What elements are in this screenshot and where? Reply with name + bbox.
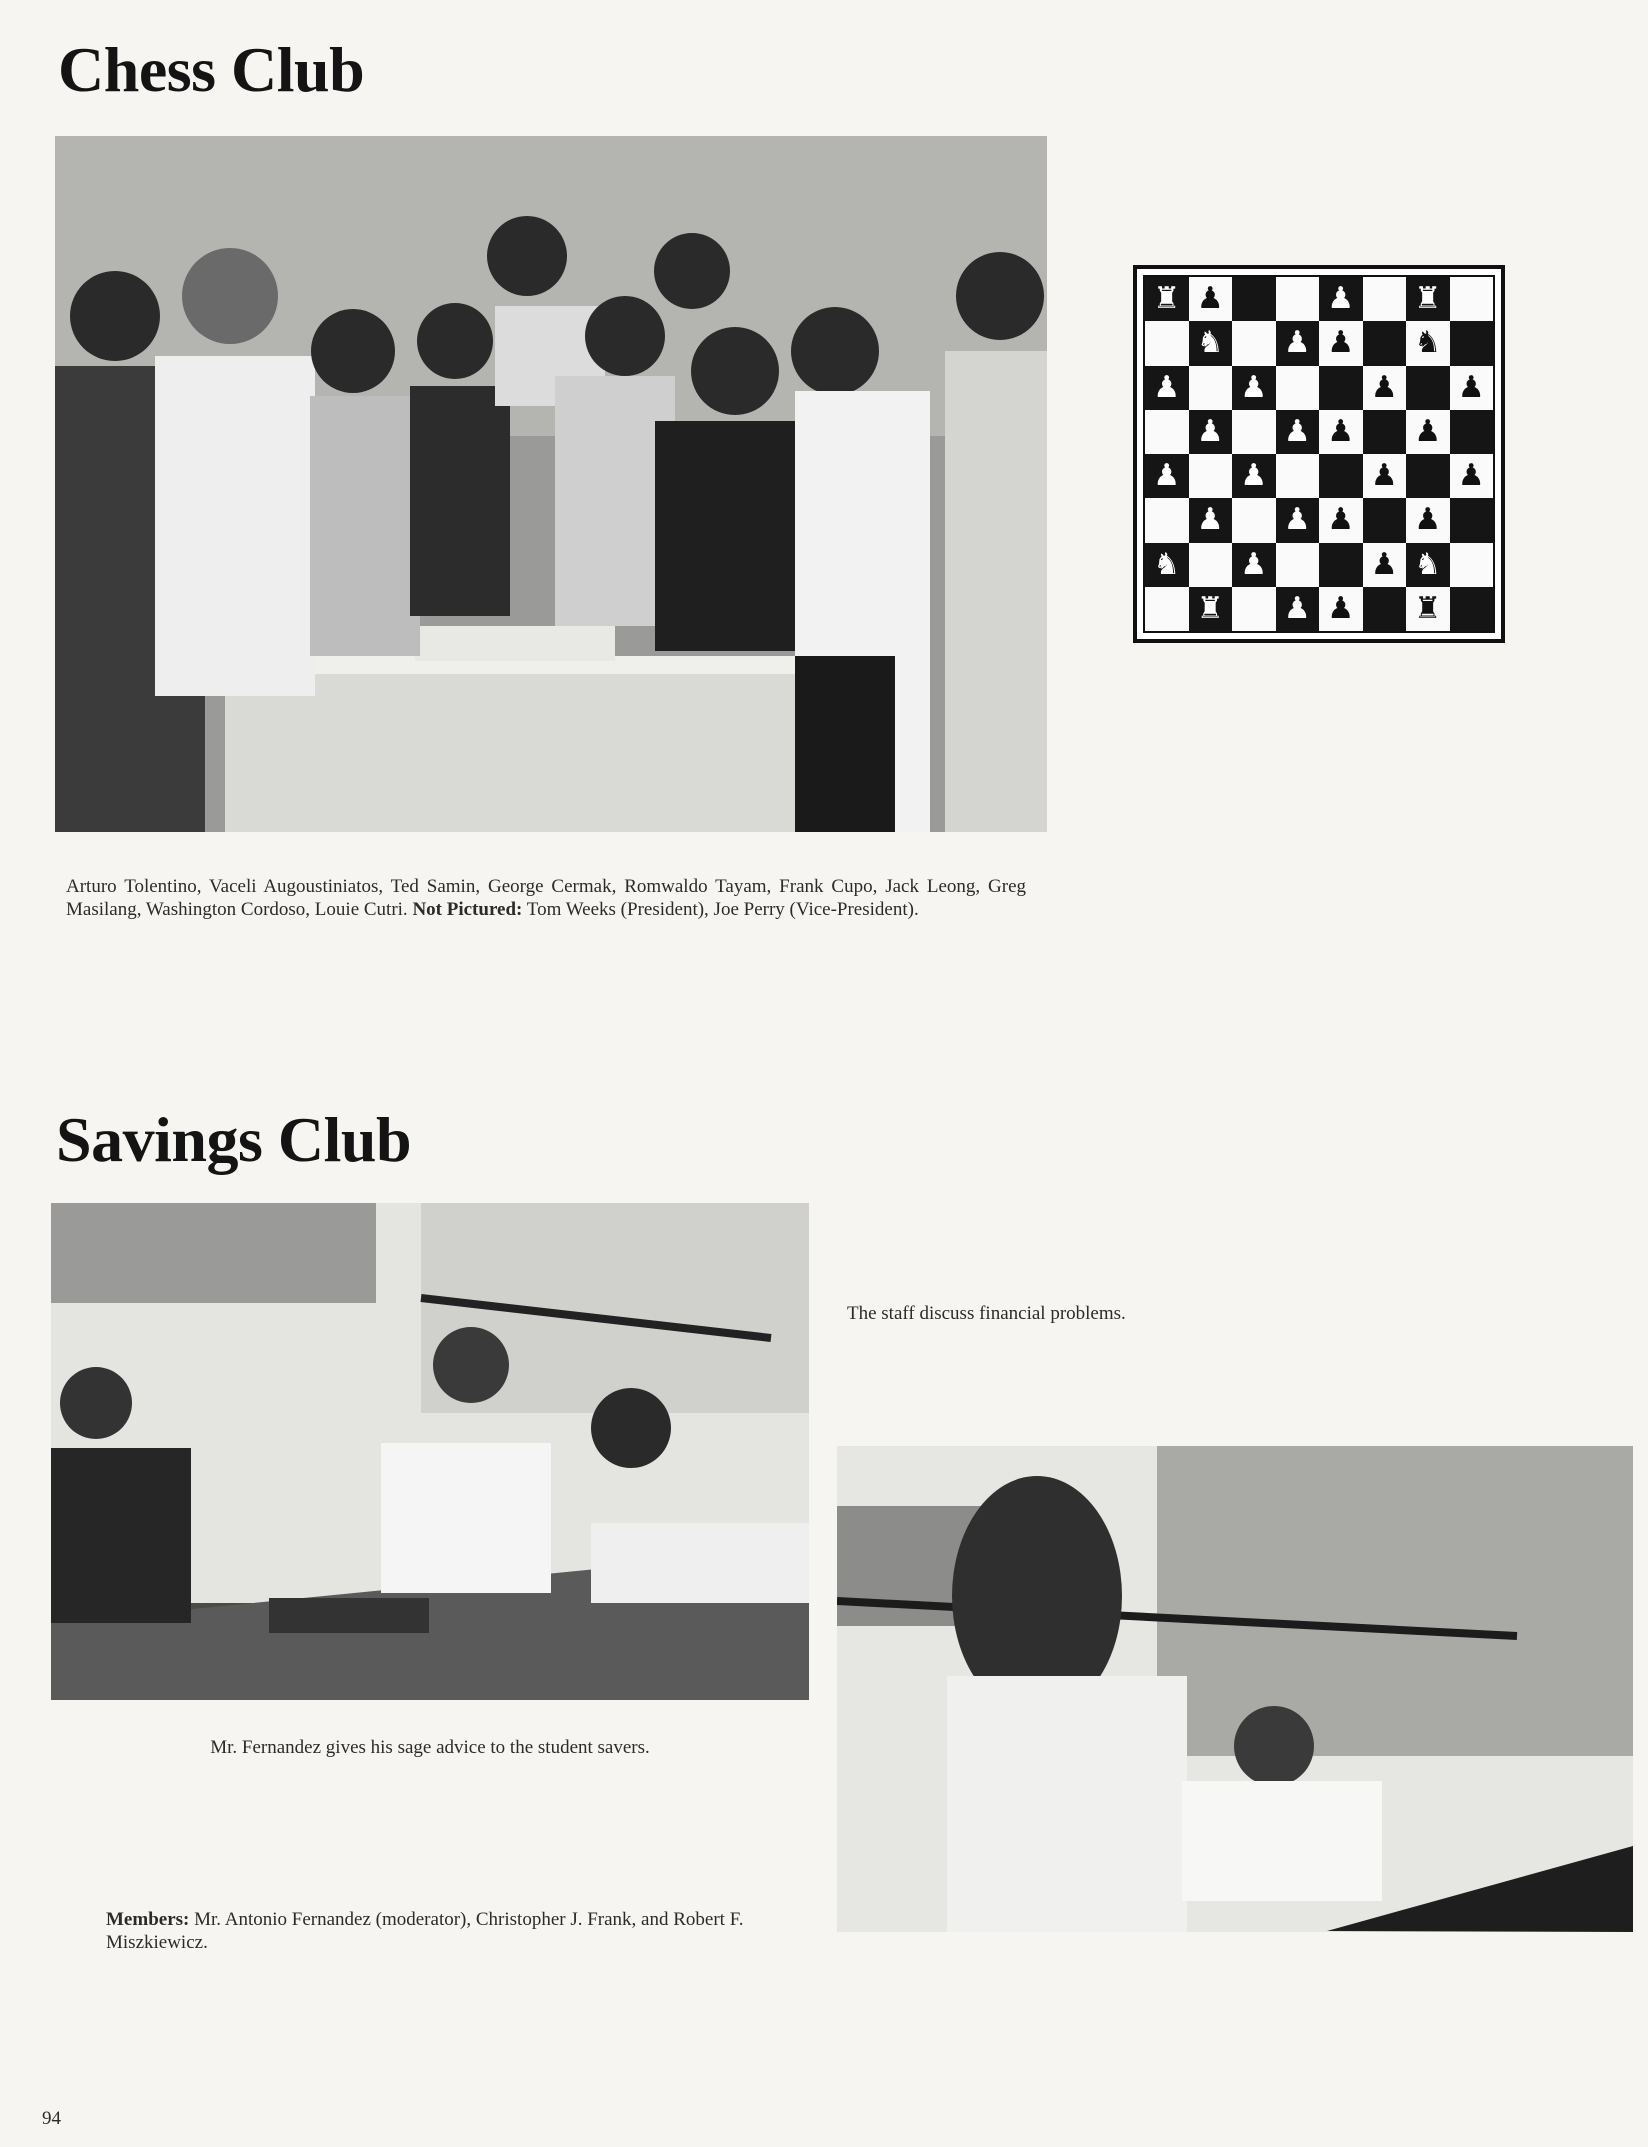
chess-square: ♟ bbox=[1450, 454, 1494, 498]
chess-square: ♜ bbox=[1189, 587, 1233, 631]
chess-square: ♟ bbox=[1319, 277, 1363, 321]
chess-square bbox=[1450, 410, 1494, 454]
chess-square: ♟ bbox=[1406, 410, 1450, 454]
chess-square: ♟ bbox=[1145, 454, 1189, 498]
chess-square: ♜ bbox=[1406, 587, 1450, 631]
chess-square bbox=[1363, 410, 1407, 454]
chess-square bbox=[1145, 410, 1189, 454]
chess-square: ♟ bbox=[1406, 498, 1450, 542]
chess-square: ♟ bbox=[1232, 543, 1276, 587]
savings-advice-caption: Mr. Fernandez gives his sage advice to the student savers. bbox=[210, 1737, 650, 1758]
savings-club-photo-1 bbox=[51, 1203, 809, 1700]
chess-square: ♞ bbox=[1189, 321, 1233, 365]
chess-square bbox=[1406, 366, 1450, 410]
chess-square bbox=[1232, 410, 1276, 454]
chess-square bbox=[1319, 543, 1363, 587]
chess-square bbox=[1363, 498, 1407, 542]
chess-caption-not-pictured: Tom Weeks (President), Joe Perry (Vice-President). bbox=[526, 899, 919, 920]
chess-square: ♞ bbox=[1406, 543, 1450, 587]
chess-square bbox=[1189, 366, 1233, 410]
chess-square bbox=[1232, 277, 1276, 321]
chess-square: ♟ bbox=[1319, 587, 1363, 631]
chess-square: ♟ bbox=[1189, 498, 1233, 542]
savings-club-photo-2 bbox=[837, 1446, 1633, 1932]
chess-club-photo bbox=[55, 136, 1047, 832]
chess-square bbox=[1450, 277, 1494, 321]
chess-square: ♟ bbox=[1319, 321, 1363, 365]
chess-caption-names: Arturo Tolentino, Vaceli Augoustiniatos, Ted Samin, George Cermak, Romwaldo Tayam, Frank Cupo, Jack Leong, Greg Masilang, Washington Cordoso, Louie Cutri. bbox=[66, 876, 1026, 920]
savings-club-title: Savings Club bbox=[56, 1104, 412, 1175]
chess-square bbox=[1450, 321, 1494, 365]
chess-square bbox=[1363, 277, 1407, 321]
chess-square: ♟ bbox=[1276, 410, 1320, 454]
chess-square: ♟ bbox=[1319, 410, 1363, 454]
chess-square: ♟ bbox=[1232, 454, 1276, 498]
chessboard-illustration bbox=[1133, 265, 1505, 643]
chess-square: ♟ bbox=[1189, 410, 1233, 454]
chess-square bbox=[1319, 366, 1363, 410]
chess-square bbox=[1363, 321, 1407, 365]
savings-photo-2-image bbox=[837, 1446, 1633, 1932]
chess-square: ♜ bbox=[1145, 277, 1189, 321]
chess-square: ♟ bbox=[1319, 498, 1363, 542]
chess-square: ♟ bbox=[1276, 587, 1320, 631]
chess-square: ♞ bbox=[1406, 321, 1450, 365]
chess-square: ♞ bbox=[1145, 543, 1189, 587]
chess-square bbox=[1145, 498, 1189, 542]
chess-square: ♜ bbox=[1406, 277, 1450, 321]
savings-staff-caption: The staff discuss financial problems. bbox=[847, 1303, 1126, 1324]
savings-photo-1-image bbox=[51, 1203, 809, 1700]
chess-square: ♟ bbox=[1189, 277, 1233, 321]
chess-club-title: Chess Club bbox=[58, 34, 365, 105]
chess-square: ♟ bbox=[1363, 543, 1407, 587]
chess-square bbox=[1450, 587, 1494, 631]
savings-members-caption bbox=[106, 1908, 806, 1954]
chess-square bbox=[1232, 498, 1276, 542]
chess-square: ♟ bbox=[1145, 366, 1189, 410]
chess-square bbox=[1145, 321, 1189, 365]
chess-square bbox=[1232, 321, 1276, 365]
chess-square bbox=[1276, 543, 1320, 587]
chess-square bbox=[1145, 587, 1189, 631]
chess-square bbox=[1450, 543, 1494, 587]
chess-square: ♟ bbox=[1232, 366, 1276, 410]
members-label: Members: bbox=[106, 1909, 190, 1930]
chess-square bbox=[1276, 454, 1320, 498]
chess-square bbox=[1276, 277, 1320, 321]
chess-square bbox=[1189, 454, 1233, 498]
chess-square bbox=[1232, 587, 1276, 631]
not-pictured-label: Not Pictured: bbox=[412, 899, 523, 920]
chess-square bbox=[1189, 543, 1233, 587]
chess-square: ♟ bbox=[1276, 498, 1320, 542]
chess-square bbox=[1319, 454, 1363, 498]
chess-square: ♟ bbox=[1363, 366, 1407, 410]
chess-square: ♟ bbox=[1276, 321, 1320, 365]
chess-square bbox=[1363, 587, 1407, 631]
chess-square bbox=[1450, 498, 1494, 542]
savings-members-list: Mr. Antonio Fernandez (moderator), Christopher J. Frank, and Robert F. Miszkiewicz. bbox=[106, 1909, 744, 1953]
chessboard-grid bbox=[1143, 275, 1495, 633]
chess-square: ♟ bbox=[1363, 454, 1407, 498]
chess-square bbox=[1276, 366, 1320, 410]
chess-square: ♟ bbox=[1450, 366, 1494, 410]
chess-club-photo-image bbox=[55, 136, 1047, 832]
page-number: 94 bbox=[42, 2108, 61, 2129]
chess-square bbox=[1406, 454, 1450, 498]
chess-club-caption bbox=[66, 875, 1026, 921]
